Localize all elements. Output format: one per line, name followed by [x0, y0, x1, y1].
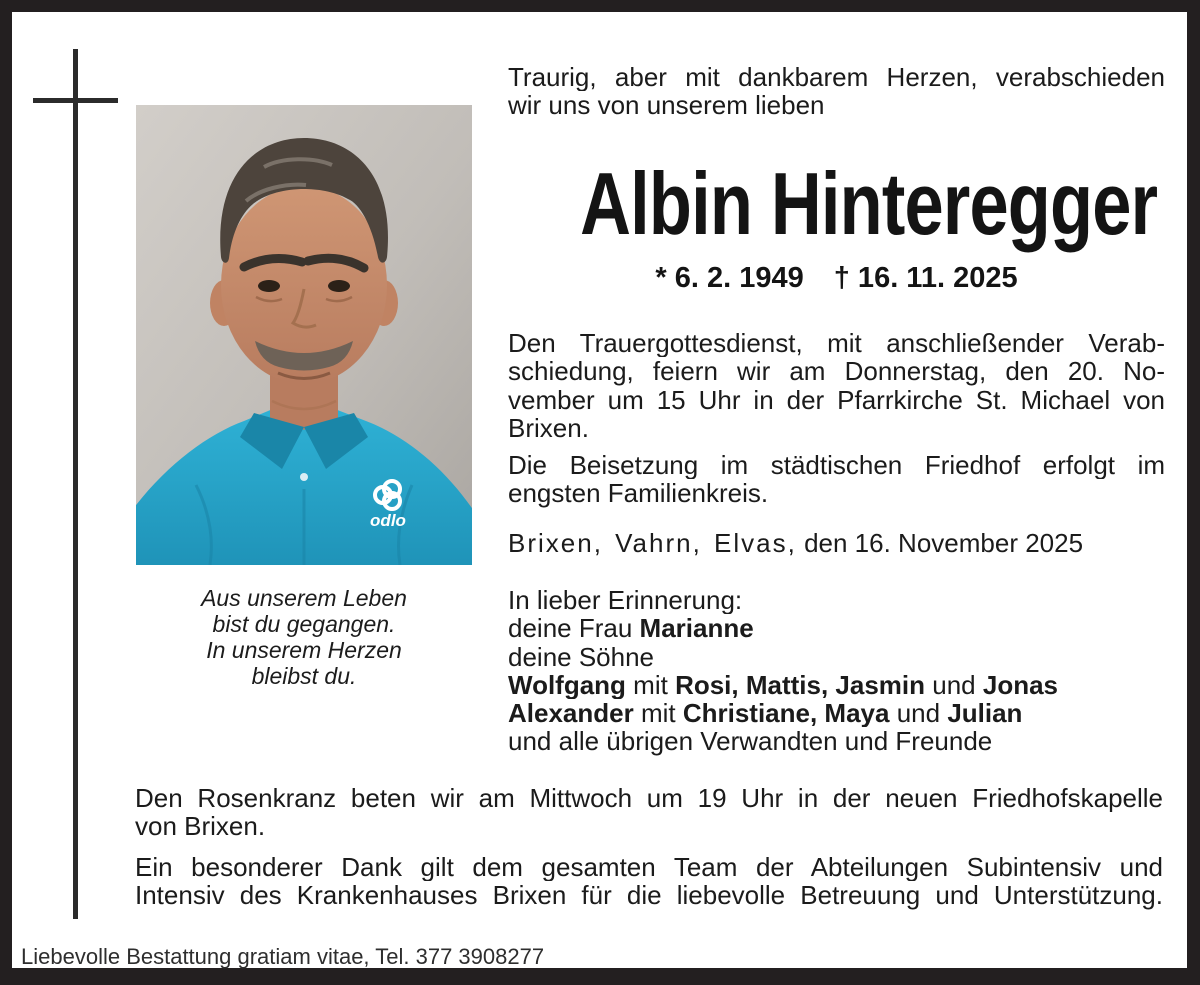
- shirt-button: [300, 473, 308, 481]
- connector: mit: [625, 670, 676, 700]
- funeral-home-footer: Liebevolle Bestattung gratiam vitae, Tel. 377 3908277: [21, 944, 545, 969]
- wife-prefix: deine Frau: [508, 614, 640, 643]
- rosary-line: Den Rosenkranz beten wir am Mittwoch um 19 Uhr in der neuen Friedhofskapelle: [135, 784, 1163, 813]
- wife-name: Marianne: [639, 614, 754, 643]
- memorial-line-wife: [508, 614, 1165, 642]
- son1-name: Wolfgang: [508, 670, 626, 700]
- eye-left: [258, 280, 280, 292]
- portrait-photo: [136, 105, 472, 565]
- memorial-line-sons-label: deine Söhne: [508, 642, 655, 671]
- memorial-line-relatives: und alle übrigen Verwandten und Freunde: [508, 727, 993, 756]
- service-paragraph: [508, 329, 1165, 442]
- quote-line: bist du gegangen.: [212, 611, 396, 637]
- son1-family: Rosi, Mattis, Jasmin: [675, 670, 926, 700]
- thanks-line: Ein besonderer Dank gilt dem gesamten Team der Abteilungen Subintensiv und: [135, 853, 1163, 882]
- date-text: den 16. November 2025: [796, 528, 1084, 558]
- cross-horizontal-bar: [33, 98, 118, 103]
- burial-line: engsten Familienkreis.: [508, 479, 769, 508]
- son2-child: Julian: [947, 699, 1023, 728]
- son2-family: Christiane, Maya: [682, 699, 890, 728]
- connector: und: [925, 670, 983, 700]
- quote-line: bleibst du.: [251, 663, 357, 689]
- death-date: † 16. 11. 2025: [833, 262, 1018, 294]
- shirt-logo-text: odlo: [370, 511, 406, 530]
- birth-date: * 6. 2. 1949: [655, 262, 804, 294]
- quote-line: Aus unserem Leben: [201, 585, 407, 611]
- cross-vertical-bar: [73, 49, 78, 919]
- memorial-heading: In lieber Erinnerung:: [508, 586, 743, 615]
- memorial-line-son1: [508, 671, 1165, 699]
- rosary-paragraph: [135, 784, 1163, 841]
- place-names: Brixen, Vahrn, Elvas,: [508, 528, 797, 558]
- farewell-quote: [136, 585, 472, 689]
- connector: mit: [633, 699, 683, 728]
- portrait-illustration: [136, 105, 472, 565]
- eye-right: [328, 280, 350, 292]
- connector: und: [889, 699, 948, 728]
- burial-line: Die Beisetzung im städtischen Friedhof erfolgt im: [508, 451, 1165, 480]
- son1-child: Jonas: [982, 670, 1059, 700]
- service-line: vember um 15 Uhr in der Pfarrkirche St. Michael von: [508, 385, 1165, 414]
- thanks-paragraph: [135, 853, 1163, 910]
- intro-line: Traurig, aber mit dankbarem Herzen, verabschieden: [508, 63, 1165, 92]
- life-dates: [508, 263, 1165, 293]
- memorial-line-son2: [508, 699, 1165, 727]
- service-line: Brixen.: [508, 413, 589, 443]
- son2-name: Alexander: [508, 699, 634, 728]
- deceased-name: [508, 154, 1165, 253]
- deceased-name-text: Albin Hinteregger: [580, 154, 1158, 253]
- place-date-line: [508, 529, 1165, 557]
- memorial-list: [508, 586, 1165, 756]
- thanks-line: Intensiv des Krankenhauses Brixen für die liebevolle Betreuung und Unterstützung.: [135, 881, 1163, 910]
- service-line: schiedung, feiern wir am Donnerstag, den 20. No-: [508, 357, 1165, 386]
- intro-line: wir uns von unserem lieben: [508, 91, 825, 120]
- quote-line: In unserem Herzen: [206, 637, 402, 663]
- burial-paragraph: [508, 451, 1165, 508]
- service-line: Den Trauergottesdienst, mit anschließender Verab-: [508, 329, 1165, 358]
- rosary-line: von Brixen.: [135, 812, 266, 841]
- intro-text: [508, 63, 1165, 120]
